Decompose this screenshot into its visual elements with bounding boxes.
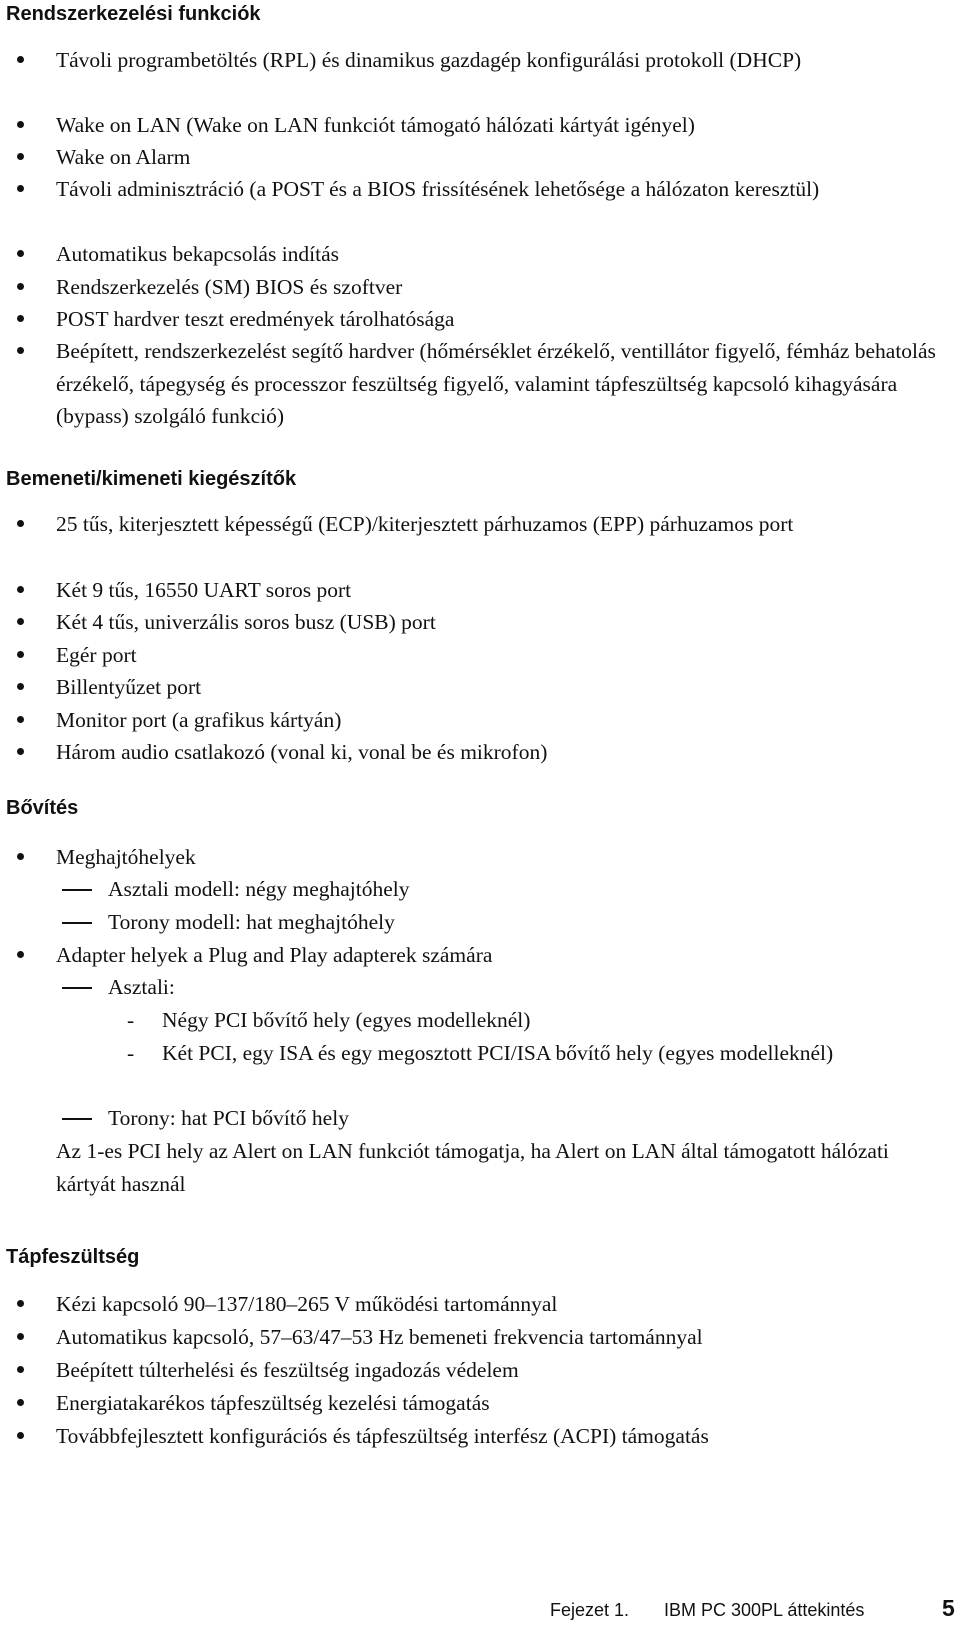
list-item: Meghajtóhelyek <box>56 845 196 869</box>
bullet-icon <box>12 508 32 540</box>
sub-sub-list-item: Négy PCI bővítő hely (egyes modelleknél) <box>162 1008 531 1032</box>
footer-chapter: Fejezet 1. <box>550 1600 630 1620</box>
list-item: Kézi kapcsoló 90–137/180–265 V működési tartománnyal <box>56 1292 558 1316</box>
bullet-icon <box>12 736 32 768</box>
list-item: Automatikus kapcsoló, 57–63/47–53 Hz bemeneti frekvencia tartománnyal <box>56 1325 703 1349</box>
list-item: Monitor port (a grafikus kártyán) <box>56 708 342 732</box>
dash-icon <box>62 1118 92 1120</box>
page-number: 5 <box>942 1595 955 1621</box>
section-heading-power: Tápfeszültség <box>6 1246 140 1268</box>
list-item: Billentyűzet port <box>56 675 202 699</box>
sub-list-item: Torony modell: hat meghajtóhely <box>108 910 395 934</box>
list-item: Három audio csatlakozó (vonal ki, vonal be és mikrofon) <box>56 740 548 764</box>
list-item: Rendszerkezelés (SM) BIOS és szoftver <box>56 275 403 299</box>
dash-icon <box>62 987 92 989</box>
bullet-icon <box>12 704 32 736</box>
list-item: Távoli adminisztráció (a POST és a BIOS frissítésének lehetősége a hálózaton keresztül) <box>56 177 820 201</box>
list-item: Wake on LAN (Wake on LAN funkciót támogató hálózati kártyát igényel) <box>56 113 695 137</box>
hyphen-marker: - <box>127 1008 135 1032</box>
section-heading-expansion: Bővítés <box>6 797 79 819</box>
bullet-icon <box>12 939 32 971</box>
dash-icon <box>62 922 92 924</box>
list-item: Wake on Alarm <box>56 145 191 169</box>
bullet-icon <box>12 109 32 141</box>
bullet-icon <box>12 335 32 367</box>
bullet-icon <box>12 841 32 873</box>
list-item: Adapter helyek a Plug and Play adapterek számára <box>56 943 493 967</box>
list-item: Egér port <box>56 643 137 667</box>
bullet-icon <box>12 1387 32 1419</box>
expansion-note: Az 1-es PCI hely az Alert on LAN funkciót támogatja, ha Alert on LAN által támogatott hálózati kártyát használ <box>56 1139 889 1196</box>
bullet-icon <box>12 271 32 303</box>
bullet-icon <box>12 173 32 205</box>
hyphen-marker: - <box>127 1041 135 1065</box>
section-heading-system-management: Rendszerkezelési funkciók <box>6 3 261 25</box>
sub-list-item: Asztali modell: négy meghajtóhely <box>108 877 410 901</box>
list-item: Távoli programbetöltés (RPL) és dinamikus gazdagép konfigurálási protokoll (DHCP) <box>56 48 802 72</box>
bullet-icon <box>12 639 32 671</box>
list-item: Beépített, rendszerkezelést segítő hardver (hőmérséklet érzékelő, ventillátor figyelő, fémház behatolás érzékelő, tápegység és processzor feszültség figyelő, valamint tápfeszültség kapcsoló kihagyására (bypass) szolgáló funkció) <box>56 339 936 429</box>
list-item: Két 9 tűs, 16550 UART soros port <box>56 578 352 602</box>
bullet-icon <box>12 238 32 270</box>
bullet-icon <box>12 671 32 703</box>
sub-sub-list-item: Két PCI, egy ISA és egy megosztott PCI/ISA bővítő hely (egyes modelleknél) <box>162 1041 834 1065</box>
sub-list-item: Torony: hat PCI bővítő hely <box>108 1106 349 1130</box>
bullet-icon <box>12 1354 32 1386</box>
bullet-icon <box>12 606 32 638</box>
bullet-icon <box>12 574 32 606</box>
sub-list-item: Asztali: <box>108 975 175 999</box>
list-item: 25 tűs, kiterjesztett képességű (ECP)/kiterjesztett párhuzamos (EPP) párhuzamos port <box>56 512 794 536</box>
list-item: Automatikus bekapcsolás indítás <box>56 242 340 266</box>
list-item: Két 4 tűs, univerzális soros busz (USB) port <box>56 610 436 634</box>
list-item: Energiatakarékos tápfeszültség kezelési támogatás <box>56 1391 490 1415</box>
list-item: Továbbfejlesztett konfigurációs és tápfeszültség interfész (ACPI) támogatás <box>56 1424 709 1448</box>
list-item: Beépített túlterhelési és feszültség ingadozás védelem <box>56 1358 519 1382</box>
bullet-icon <box>12 1288 32 1320</box>
bullet-icon <box>12 1420 32 1452</box>
dash-icon <box>62 889 92 891</box>
bullet-icon <box>12 1321 32 1353</box>
footer-title: IBM PC 300PL áttekintés <box>664 1600 865 1620</box>
bullet-icon <box>12 303 32 335</box>
bullet-icon <box>12 141 32 173</box>
bullet-icon <box>12 44 32 76</box>
section-heading-io: Bemeneti/kimeneti kiegészítők <box>6 468 297 490</box>
list-item: POST hardver teszt eredmények tárolhatósága <box>56 307 455 331</box>
